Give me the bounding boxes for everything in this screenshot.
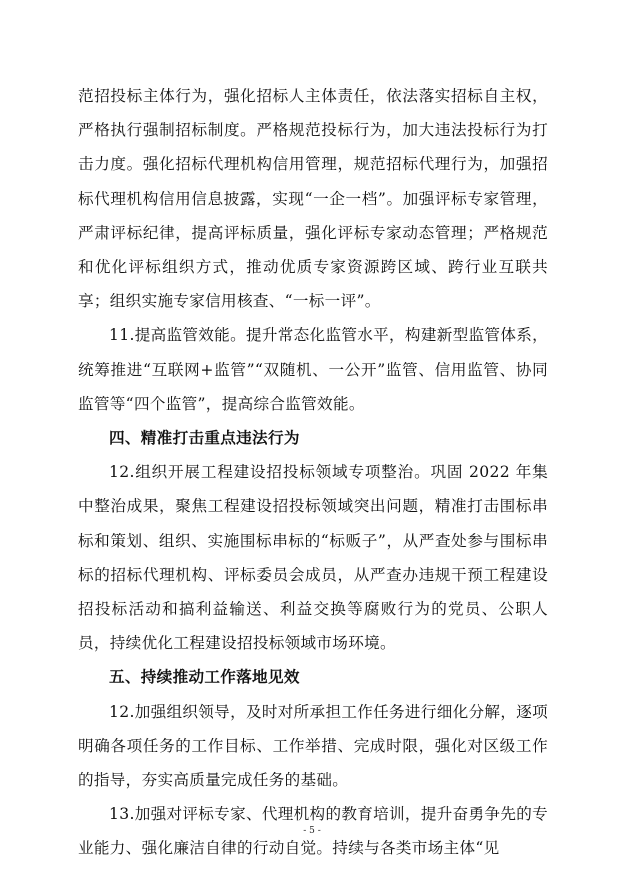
section-heading-5: 五、持续推动工作落地见效 bbox=[109, 668, 300, 687]
paragraph-bidding-conduct: 范招投标主体行为，强化招标人主体责任，依法落实招标自主权，严格执行强制招标制度。严格规范投标行为，加大违法投标行为打击力度。强化招标代理机构信用管理，规范招标代理行为，加强招标代理机构信用信息披露，实现“一企一档”。加强评标专家管理，严肃评标纪律，提高评标质量，强化评标专家动态管理；严格规范和优化评标组织方式，推动优质专家资源跨区域、跨行业互联共享；组织实施专家信用核查、“一标一评”。 bbox=[78, 87, 548, 311]
paragraph-item-11: 11.提高监管效能。提升常态化监管水平，构建新型监管体系，统筹推进“互联网+监管”“双随机、一公开”监管、信用监管、协同监管等“四个监管”，提高综合监管效能。 bbox=[78, 326, 548, 413]
page-number: - 5 - bbox=[303, 826, 321, 836]
document-body bbox=[78, 79, 548, 866]
paragraph-item-12-rectification: 12.组织开展工程建设招投标领域专项整治。巩固 2022 年集中整治成果，聚焦工程建设招投标领域突出问题，精准打击围标串标和策划、组织、实施围标串标的“标贩子”，从严查处参与围标串标的招标代理机构、评标委员会成员，从严查办违规干预工程建设招投标活动和搞利益输送、利益交换等腐败行为的党员、公职人员，持续优化工程建设招投标领域市场环境。 bbox=[78, 463, 548, 653]
section-heading-4: 四、精准打击重点违法行为 bbox=[109, 429, 300, 448]
paragraph-item-12-leadership: 12.加强组织领导，及时对所承担工作任务进行细化分解，逐项明确各项任务的工作目标、工作举措、完成时限，强化对区级工作的指导，夯实高质量完成任务的基础。 bbox=[78, 702, 548, 790]
paragraph-item-13: 13.加强对评标专家、代理机构的教育培训，提升奋勇争先的专业能力、强化廉洁自律的行动自觉。持续与各类市场主体“见 bbox=[78, 805, 548, 858]
